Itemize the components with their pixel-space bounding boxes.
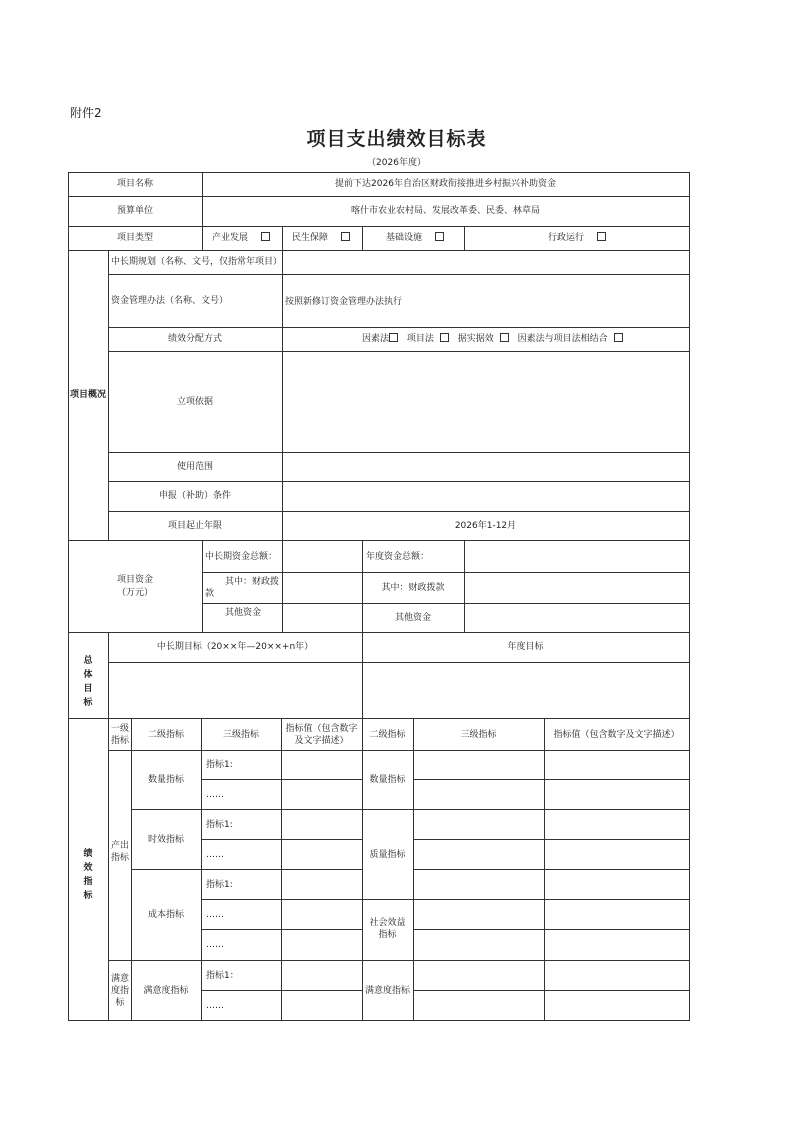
distribution-options — [362, 333, 623, 345]
page-title: 项目支出绩效目标表 — [306, 128, 487, 150]
col-level3-header: 三级指标 — [222, 730, 259, 740]
indicator-cell: 指标1: — [206, 820, 233, 830]
indicator-cell: 指标1： — [206, 971, 239, 981]
mid-goal-label: 中长期目标（20××年—20××+n年） — [156, 642, 314, 652]
checkbox-icon[interactable] — [614, 333, 623, 342]
attachment-number: 附件2 — [70, 106, 102, 120]
col-level2-right-header: 二级指标 — [369, 730, 406, 740]
mid-fiscal-label: 其中：财政拨款 — [205, 577, 280, 599]
checkbox-icon[interactable] — [440, 333, 449, 342]
col-value-right-header: 指标值（包含数字及文字描述） — [553, 730, 680, 740]
distribution-label: 绩效分配方式 — [167, 334, 222, 344]
col-value-left-header: 指标值（包含数字及文字描述） — [285, 724, 358, 746]
type-option-admin[interactable] — [548, 232, 606, 244]
goals-section-label: 总体目标 — [83, 656, 93, 708]
checkbox-icon[interactable] — [435, 232, 444, 241]
right-quantity-label: 数量指标 — [369, 775, 406, 785]
funds-label: 项目资金 — [116, 575, 153, 585]
project-name-label: 项目名称 — [116, 179, 153, 189]
indicator-cell: …… — [206, 910, 224, 920]
type-option-label: 行政运行 — [548, 233, 585, 243]
basis-label: 立项依据 — [176, 397, 213, 407]
budget-unit-label: 预算单位 — [116, 206, 153, 216]
right-satisfaction-label: 满意度指标 — [364, 986, 410, 996]
distribution-option-label: 据实据效 — [457, 334, 494, 344]
col-level1-header: 一级指标 — [110, 724, 129, 746]
funds-unit: （万元） — [116, 588, 153, 598]
checkbox-icon[interactable] — [261, 232, 270, 241]
type-option-label: 基础设施 — [386, 233, 423, 243]
mid-other-label: 其他资金 — [225, 608, 262, 618]
col-level3-right-header: 三级指标 — [460, 730, 497, 740]
indicator-cell: …… — [206, 850, 224, 860]
type-option-infrastructure[interactable] — [386, 232, 444, 244]
type-option-industry[interactable] — [212, 232, 270, 244]
year-subtitle: （2026年度） — [367, 158, 426, 168]
type-option-label: 产业发展 — [212, 233, 249, 243]
fund-mgmt-label: 资金管理办法（名称、文号） — [111, 296, 229, 306]
satisfaction-l1-label: 满意度指标 — [110, 974, 129, 1008]
checkbox-icon[interactable] — [597, 232, 606, 241]
type-option-label: 民生保障 — [292, 233, 329, 243]
indicator-cell: …… — [206, 1001, 224, 1011]
plan-label: 中长期规划（名称、文号，仅指常年项目） — [111, 257, 283, 267]
checkbox-icon[interactable] — [389, 333, 398, 342]
indicator-cell: 指标1: — [206, 880, 233, 890]
indicator-cell: …… — [206, 940, 224, 950]
right-quality-label: 质量指标 — [369, 850, 406, 860]
checkbox-icon[interactable] — [341, 232, 350, 241]
period-value: 2026年1-12月 — [454, 521, 517, 531]
output-indicator-label: 产出指标 — [110, 841, 129, 863]
cost-indicator-label: 成本指标 — [147, 910, 184, 920]
annual-goal-label: 年度目标 — [507, 642, 544, 652]
fund-mgmt-value: 按照新修订资金管理办法执行 — [285, 297, 403, 307]
right-social-label: 社会效益指标 — [369, 918, 406, 940]
distribution-option-label: 项目法 — [406, 334, 434, 344]
indicator-cell: …… — [206, 790, 224, 800]
project-type-label: 项目类型 — [116, 233, 153, 243]
distribution-option-label: 因素法与项目法相结合 — [517, 334, 608, 344]
mid-total-label: 中长期资金总额： — [205, 552, 278, 562]
col-level2-header: 二级指标 — [147, 730, 184, 740]
budget-unit-value: 喀什市农业农村局、发展改革委、民委、林草局 — [350, 206, 540, 216]
timeliness-indicator-label: 时效指标 — [147, 835, 184, 845]
overview-section-label: 项目概况 — [69, 390, 106, 400]
indicator-cell: 指标1: — [206, 760, 233, 770]
type-option-livelihood[interactable] — [292, 232, 350, 244]
project-name-value: 提前下达2026年自治区财政衔接推进乡村振兴补助资金 — [335, 179, 556, 189]
conditions-label: 申报（补助）条件 — [158, 491, 231, 501]
scope-label: 使用范围 — [176, 462, 213, 472]
annual-fiscal-label: 其中：财政拨款 — [381, 583, 445, 593]
satisfaction-l2-label: 满意度指标 — [143, 986, 189, 996]
period-label: 项目起止年限 — [167, 521, 222, 531]
checkbox-icon[interactable] — [500, 333, 509, 342]
annual-other-label: 其他资金 — [394, 613, 431, 623]
distribution-option-label: 因素法 — [362, 334, 390, 344]
annual-total-label: 年度资金总额： — [366, 552, 430, 562]
quantity-indicator-label: 数量指标 — [147, 775, 184, 785]
indicators-section-label: 绩效指标 — [83, 849, 93, 901]
